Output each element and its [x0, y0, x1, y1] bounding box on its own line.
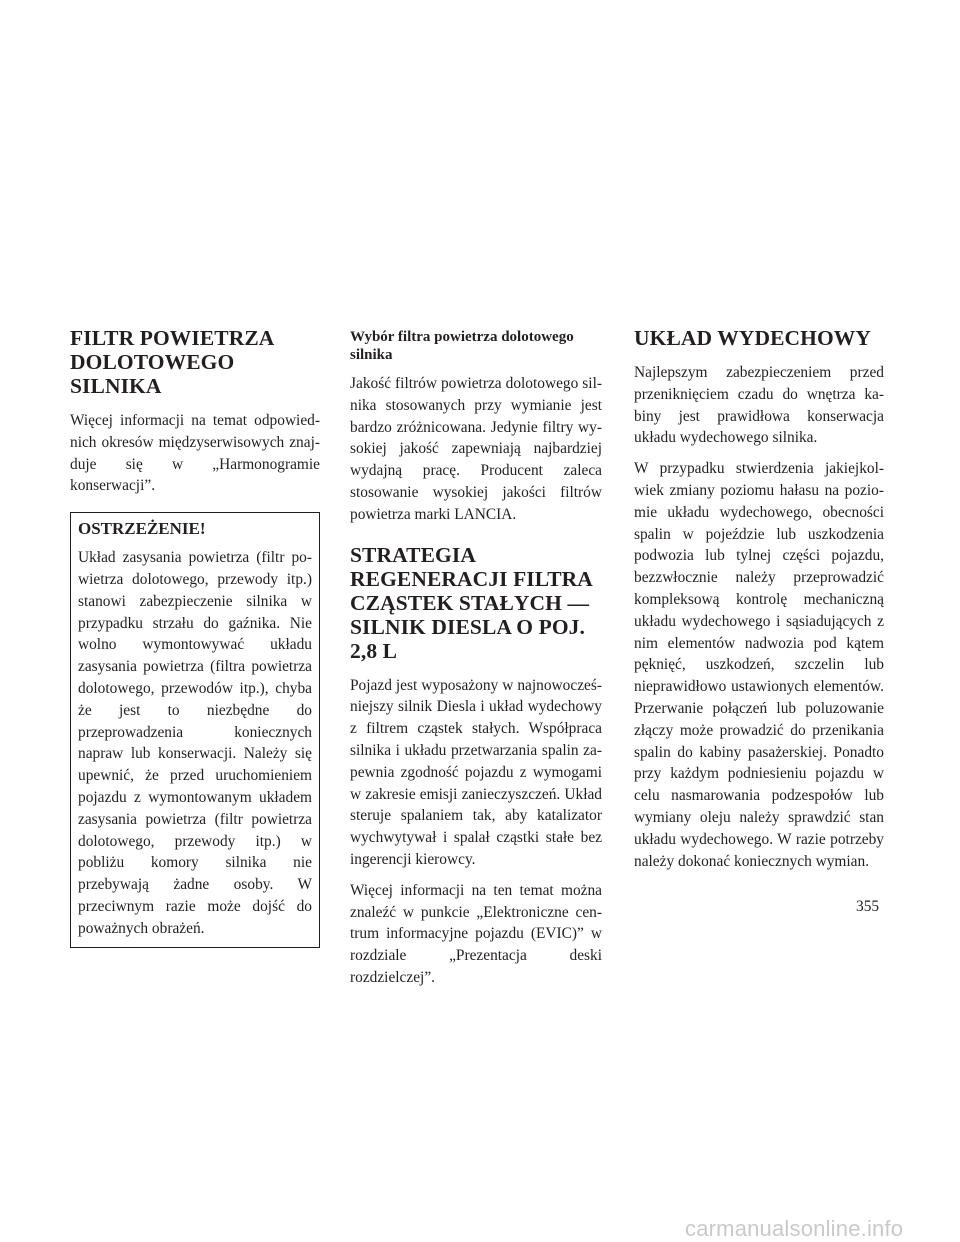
- air-filter-heading-line2: DOLOTOWEGO SILNIKA: [70, 350, 235, 398]
- filter-selection-subheading-line1: Wybór filtra powietrza dolotowego: [350, 329, 574, 345]
- dpf-heading-line1: STRATEGIA: [350, 542, 476, 567]
- dpf-paragraph: Pojazd jest wyposażony w najnowocześniejszy silnik Diesla i układ wydechowy z filtrem cząstek stałych. Współpraca silnika i układu przetwarzania spalin zapewnia zgodność pojazdu z wymogami w zakresie emisji zanieczyszczeń. Układ steruje spalaniem tak, aby katalizator wychwytywał i spalał cząstki stałe bez ingerencji kierowcy.: [350, 676, 602, 868]
- warning-box: [70, 512, 320, 947]
- warning-text: Układ zasysania powietrza (filtr powietrza dolotowego, przewody itp.) stanowi zabezpieczenie silnika w przypadku strzału do gaźnika. Nie wolno wymontowywać układu zasysania powietrza (filtra powietrza dolotowego, przewodów itp.), chyba że jest to niezbędne do przeprowadzenia koniecznych napraw lub konserwacji. Należy się upewnić, że przed uruchomieniem pojazdu z wymontowanym układem zasysania powietrza (filtr powietrza dolotowego, przewody itp.) w pobliżu komory silnika nie przebywają żadne osoby. W przeciwnym razie może dojść do poważnych obrażeń.: [78, 549, 312, 937]
- evic-reference-paragraph: Więcej informacji na ten temat można znaleźć w punkcie „Elektroniczne centrum informacyjne pojazdu (EVIC)” w rozdziale „Prezentacja deski rozdzielczej”.: [350, 881, 602, 986]
- page-number: 355: [856, 898, 880, 915]
- air-filter-heading-line1: FILTR POWIETRZA: [70, 326, 275, 350]
- filter-selection-paragraph: Jakość filtrów powietrza dolotowego silnika stosowanych przy wymianie jest bardzo zróżnicowana. Jedynie filtry wysokiej jakość zapewniają najbardziej wydajną pracę. Producent zaleca stosowanie wysokiej jakości filtrów powietrza marki LANCIA.: [350, 375, 602, 523]
- middle-column: [350, 326, 602, 998]
- exhaust-paragraph-1: Najlepszym zabezpieczeniem przed przeniknięciem czadu do wnętrza kabiny jest prawidłowa konserwacja układu wydechowego silnika.: [634, 364, 884, 447]
- filter-selection-subheading: [350, 328, 602, 364]
- exhaust-paragraph-2: W przypadku stwierdzenia jakiejkolwiek zmiany poziomu hałasu na poziomie układu wydechowego, obecności spalin w pojeździe lub uszkodzenia podwozia lub tylnej części pojazdu, bezzwłocznie należy przeprowadzić kompleksową kontrolę mechaniczną układu wydechowego i sąsiadujących z nim elementów nadwozia pod kątem pęknięć, uszkodzeń, szczelin lub nieprawidłowo ustawionych elementów. Przerwanie połączeń lub poluzowanie złączy może prowadzić do przenikania spalin do kabiny pasażerskiej. Ponadto przy każdym podniesieniu pojazdu w celu nasmarowania podzespołów lub wymiany oleju należy sprawdzić stan układu wydechowego. W razie potrzeby należy dokonać koniecznych wymian.: [634, 460, 884, 870]
- air-filter-heading: [70, 326, 320, 398]
- watermark: carmanualsonline.info: [685, 1216, 904, 1241]
- dpf-heading-line3: CZĄSTEK STAŁYCH —: [350, 590, 590, 615]
- dpf-strategy-heading: [350, 543, 602, 663]
- dpf-heading-line4: SILNIK DIESLA O POJ. 2,8 L: [350, 614, 585, 663]
- filter-selection-subheading-line2: silnika: [350, 347, 393, 363]
- air-filter-paragraph: Więcej informacji na temat odpowiednich okresów międzyserwisowych znajduje się w „Harmonogramie konserwacji”.: [70, 412, 320, 495]
- left-column: [70, 326, 320, 948]
- right-column: [634, 326, 884, 881]
- exhaust-system-heading: UKŁAD WYDECHOWY: [634, 326, 872, 350]
- warning-title: OSTRZEŻENIE!: [78, 519, 206, 539]
- dpf-heading-line2: REGENERACJI FILTRA: [350, 566, 593, 591]
